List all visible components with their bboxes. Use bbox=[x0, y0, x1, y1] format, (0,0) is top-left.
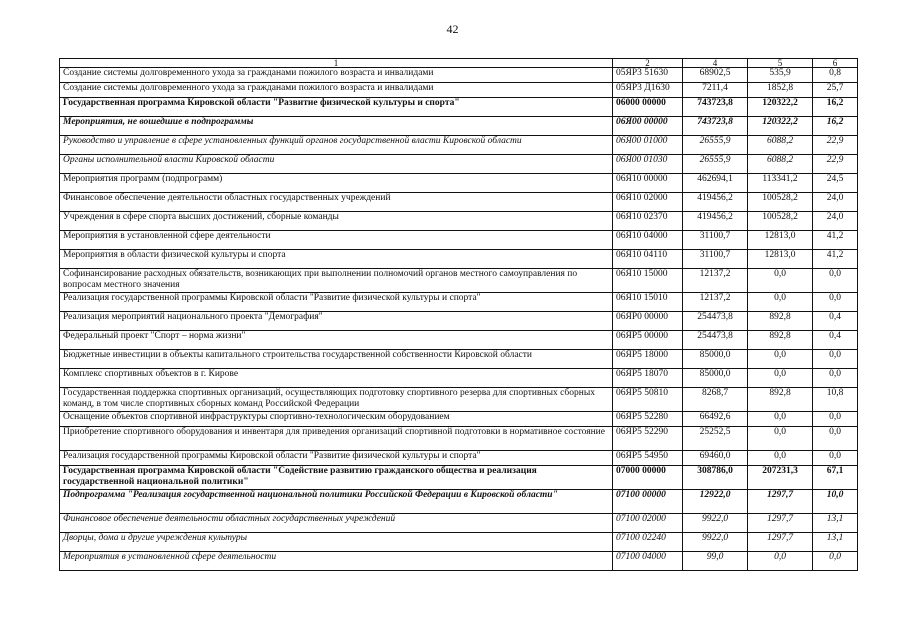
row-code-cell: 06ЯР0 00000 bbox=[613, 312, 683, 331]
row-code-cell: 06ЯР5 50810 bbox=[613, 388, 683, 412]
table-row bbox=[60, 331, 858, 350]
row-percent-cell: 0,4 bbox=[813, 331, 858, 350]
row-code-cell: 06Я00 00000 bbox=[613, 117, 683, 136]
row-percent-cell: 22,9 bbox=[813, 155, 858, 174]
row-percent-cell: 16,2 bbox=[813, 117, 858, 136]
row-actual-value-cell: 892,8 bbox=[748, 331, 813, 350]
row-code-cell: 05ЯР3 51630 bbox=[613, 68, 683, 83]
row-code-cell: 06ЯР5 00000 bbox=[613, 331, 683, 350]
header-col-6: 6 bbox=[813, 59, 858, 68]
row-plan-value-cell: 8268,7 bbox=[683, 388, 748, 412]
row-percent-cell: 67,1 bbox=[813, 466, 858, 490]
row-code-cell: 07100 04000 bbox=[613, 552, 683, 571]
row-actual-value-cell: 0,0 bbox=[748, 552, 813, 571]
table-row bbox=[60, 174, 858, 193]
table-row bbox=[60, 269, 858, 293]
row-code-cell: 06Я10 02000 bbox=[613, 193, 683, 212]
row-percent-cell: 0,8 bbox=[813, 68, 858, 83]
row-name-cell: Финансовое обеспечение деятельности областных государственных учреждений bbox=[60, 514, 613, 533]
row-name-cell: Финансовое обеспечение деятельности областных государственных учреждений bbox=[60, 193, 613, 212]
table-row bbox=[60, 490, 858, 514]
row-name-cell: Оснащение объектов спортивной инфраструктуры спортивно-технологическим оборудованием bbox=[60, 412, 613, 427]
row-percent-cell: 22,9 bbox=[813, 136, 858, 155]
row-code-cell: 06ЯР5 18000 bbox=[613, 350, 683, 369]
row-name-cell: Мероприятия, не вошедшие в подпрограммы bbox=[60, 117, 613, 136]
row-actual-value-cell: 6088,2 bbox=[748, 155, 813, 174]
row-plan-value-cell: 7211,4 bbox=[683, 83, 748, 98]
table-row bbox=[60, 98, 858, 117]
row-plan-value-cell: 743723,8 bbox=[683, 117, 748, 136]
table-row bbox=[60, 193, 858, 212]
row-percent-cell: 0,0 bbox=[813, 427, 858, 451]
row-plan-value-cell: 31100,7 bbox=[683, 231, 748, 250]
row-plan-value-cell: 31100,7 bbox=[683, 250, 748, 269]
row-percent-cell: 0,0 bbox=[813, 412, 858, 427]
table-row bbox=[60, 117, 858, 136]
row-percent-cell: 25,7 bbox=[813, 83, 858, 98]
row-actual-value-cell: 0,0 bbox=[748, 451, 813, 466]
table-header-row bbox=[60, 59, 858, 68]
table-row bbox=[60, 155, 858, 174]
row-name-cell: Бюджетные инвестиции в объекты капитального строительства государственной собственности Кировской области bbox=[60, 350, 613, 369]
row-name-cell: Руководство и управление в сфере установленных функций органов государственной власти Кировской области bbox=[60, 136, 613, 155]
row-code-cell: 06Я00 01000 bbox=[613, 136, 683, 155]
row-actual-value-cell: 0,0 bbox=[748, 350, 813, 369]
row-name-cell: Федеральный проект "Спорт – норма жизни" bbox=[60, 331, 613, 350]
row-plan-value-cell: 254473,8 bbox=[683, 312, 748, 331]
row-plan-value-cell: 12922,0 bbox=[683, 490, 748, 514]
row-actual-value-cell: 207231,3 bbox=[748, 466, 813, 490]
row-code-cell: 07100 02240 bbox=[613, 533, 683, 552]
table-row bbox=[60, 68, 858, 83]
row-actual-value-cell: 1297,7 bbox=[748, 514, 813, 533]
row-actual-value-cell: 120322,2 bbox=[748, 117, 813, 136]
page-number: 42 bbox=[446, 22, 459, 36]
row-actual-value-cell: 12813,0 bbox=[748, 250, 813, 269]
table-row bbox=[60, 231, 858, 250]
row-name-cell: Учреждения в сфере спорта высших достижений, сборные команды bbox=[60, 212, 613, 231]
row-actual-value-cell: 1297,7 bbox=[748, 533, 813, 552]
row-code-cell: 06Я10 15010 bbox=[613, 293, 683, 312]
row-code-cell: 07100 00000 bbox=[613, 490, 683, 514]
row-name-cell: Государственная программа Кировской области "Содействие развитию гражданского общества и реализация государственной национальной политики" bbox=[60, 466, 613, 490]
row-plan-value-cell: 85000,0 bbox=[683, 369, 748, 388]
row-actual-value-cell: 892,8 bbox=[748, 312, 813, 331]
row-percent-cell: 24,0 bbox=[813, 193, 858, 212]
row-plan-value-cell: 9922,0 bbox=[683, 533, 748, 552]
row-plan-value-cell: 254473,8 bbox=[683, 331, 748, 350]
row-code-cell: 06Я10 04000 bbox=[613, 231, 683, 250]
row-plan-value-cell: 743723,8 bbox=[683, 98, 748, 117]
row-name-cell: Софинансирование расходных обязательств, возникающих при выполнении полномочий органов местного самоуправления по вопросам местного значения bbox=[60, 269, 613, 293]
table-row bbox=[60, 350, 858, 369]
row-percent-cell: 13,1 bbox=[813, 514, 858, 533]
row-percent-cell: 10,0 bbox=[813, 490, 858, 514]
row-actual-value-cell: 113341,2 bbox=[748, 174, 813, 193]
row-percent-cell: 10,8 bbox=[813, 388, 858, 412]
table-row bbox=[60, 136, 858, 155]
table-row bbox=[60, 293, 858, 312]
table-row bbox=[60, 533, 858, 552]
row-name-cell: Дворцы, дома и другие учреждения культуры bbox=[60, 533, 613, 552]
row-percent-cell: 13,1 bbox=[813, 533, 858, 552]
row-code-cell: 06ЯР5 18070 bbox=[613, 369, 683, 388]
row-code-cell: 06Я10 15000 bbox=[613, 269, 683, 293]
row-plan-value-cell: 9922,0 bbox=[683, 514, 748, 533]
row-percent-cell: 24,5 bbox=[813, 174, 858, 193]
row-percent-cell: 0,0 bbox=[813, 293, 858, 312]
row-code-cell: 06Я00 01030 bbox=[613, 155, 683, 174]
row-name-cell: Мероприятия в установленной сфере деятельности bbox=[60, 231, 613, 250]
row-name-cell: Мероприятия программ (подпрограмм) bbox=[60, 174, 613, 193]
row-actual-value-cell: 100528,2 bbox=[748, 193, 813, 212]
row-code-cell: 06ЯР5 52290 bbox=[613, 427, 683, 451]
row-plan-value-cell: 25252,5 bbox=[683, 427, 748, 451]
row-actual-value-cell: 535,9 bbox=[748, 68, 813, 83]
row-actual-value-cell: 0,0 bbox=[748, 369, 813, 388]
row-name-cell: Создание системы долговременного ухода за гражданами пожилого возраста и инвалидами bbox=[60, 83, 613, 98]
row-actual-value-cell: 0,0 bbox=[748, 293, 813, 312]
row-actual-value-cell: 100528,2 bbox=[748, 212, 813, 231]
row-name-cell: Государственная поддержка спортивных организаций, осуществляющих подготовку спортивного резерва для спортивных сборных команд, в том числе спортивных сборных команд Российской Федерации bbox=[60, 388, 613, 412]
row-name-cell: Создание системы долговременного ухода за гражданами пожилого возраста и инвалидами bbox=[60, 68, 613, 83]
row-name-cell: Приобретение спортивного оборудования и инвентаря для приведения организаций спортивной подготовки в нормативное состояние bbox=[60, 427, 613, 451]
header-col-2: 2 bbox=[613, 59, 683, 68]
row-code-cell: 07000 00000 bbox=[613, 466, 683, 490]
table-row bbox=[60, 412, 858, 427]
row-name-cell: Государственная программа Кировской области "Развитие физической культуры и спорта" bbox=[60, 98, 613, 117]
table-row bbox=[60, 451, 858, 466]
row-actual-value-cell: 0,0 bbox=[748, 269, 813, 293]
row-plan-value-cell: 99,0 bbox=[683, 552, 748, 571]
row-plan-value-cell: 419456,2 bbox=[683, 193, 748, 212]
row-actual-value-cell: 6088,2 bbox=[748, 136, 813, 155]
row-percent-cell: 0,4 bbox=[813, 312, 858, 331]
row-percent-cell: 16,2 bbox=[813, 98, 858, 117]
header-col-5: 5 bbox=[748, 59, 813, 68]
row-actual-value-cell: 892,8 bbox=[748, 388, 813, 412]
table-row bbox=[60, 466, 858, 490]
table-row bbox=[60, 514, 858, 533]
row-code-cell: 06000 00000 bbox=[613, 98, 683, 117]
row-actual-value-cell: 1852,8 bbox=[748, 83, 813, 98]
row-name-cell: Мероприятия в установленной сфере деятельности bbox=[60, 552, 613, 571]
row-percent-cell: 24,0 bbox=[813, 212, 858, 231]
table-row bbox=[60, 552, 858, 571]
row-plan-value-cell: 462694,1 bbox=[683, 174, 748, 193]
row-percent-cell: 41,2 bbox=[813, 250, 858, 269]
row-name-cell: Реализация мероприятий национального проекта "Демография" bbox=[60, 312, 613, 331]
header-col-1: 1 bbox=[60, 59, 613, 68]
table-row bbox=[60, 369, 858, 388]
budget-table bbox=[59, 58, 858, 571]
row-code-cell: 06Я10 02370 bbox=[613, 212, 683, 231]
row-actual-value-cell: 0,0 bbox=[748, 427, 813, 451]
row-name-cell: Органы исполнительной власти Кировской области bbox=[60, 155, 613, 174]
row-code-cell: 06ЯР5 52280 bbox=[613, 412, 683, 427]
row-plan-value-cell: 12137,2 bbox=[683, 269, 748, 293]
table-row bbox=[60, 212, 858, 231]
table-row bbox=[60, 388, 858, 412]
header-col-4: 4 bbox=[683, 59, 748, 68]
row-code-cell: 05ЯР3 Д1630 bbox=[613, 83, 683, 98]
row-name-cell: Комплекс спортивных объектов в г. Кирове bbox=[60, 369, 613, 388]
row-plan-value-cell: 66492,6 bbox=[683, 412, 748, 427]
row-plan-value-cell: 26555,9 bbox=[683, 155, 748, 174]
row-percent-cell: 0,0 bbox=[813, 269, 858, 293]
row-code-cell: 06Я10 00000 bbox=[613, 174, 683, 193]
row-percent-cell: 0,0 bbox=[813, 369, 858, 388]
row-percent-cell: 41,2 bbox=[813, 231, 858, 250]
row-name-cell: Подпрограмма "Реализация государственной национальной политики Российской Федерации в Кировской области" bbox=[60, 490, 613, 514]
row-plan-value-cell: 85000,0 bbox=[683, 350, 748, 369]
row-percent-cell: 0,0 bbox=[813, 350, 858, 369]
row-percent-cell: 0,0 bbox=[813, 451, 858, 466]
row-actual-value-cell: 120322,2 bbox=[748, 98, 813, 117]
row-actual-value-cell: 0,0 bbox=[748, 412, 813, 427]
row-name-cell: Реализация государственной программы Кировской области "Развитие физической культуры и спорта" bbox=[60, 293, 613, 312]
row-plan-value-cell: 12137,2 bbox=[683, 293, 748, 312]
table-row bbox=[60, 250, 858, 269]
row-actual-value-cell: 12813,0 bbox=[748, 231, 813, 250]
row-code-cell: 07100 02000 bbox=[613, 514, 683, 533]
row-code-cell: 06Я10 04110 bbox=[613, 250, 683, 269]
row-plan-value-cell: 26555,9 bbox=[683, 136, 748, 155]
table-row bbox=[60, 83, 858, 98]
table-row bbox=[60, 312, 858, 331]
row-plan-value-cell: 419456,2 bbox=[683, 212, 748, 231]
row-actual-value-cell: 1297,7 bbox=[748, 490, 813, 514]
row-code-cell: 06ЯР5 54950 bbox=[613, 451, 683, 466]
row-plan-value-cell: 68902,5 bbox=[683, 68, 748, 83]
table-row bbox=[60, 427, 858, 451]
row-plan-value-cell: 308786,0 bbox=[683, 466, 748, 490]
row-plan-value-cell: 69460,0 bbox=[683, 451, 748, 466]
row-percent-cell: 0,0 bbox=[813, 552, 858, 571]
row-name-cell: Мероприятия в области физической культуры и спорта bbox=[60, 250, 613, 269]
row-name-cell: Реализация государственной программы Кировской области "Развитие физической культуры и спорта" bbox=[60, 451, 613, 466]
